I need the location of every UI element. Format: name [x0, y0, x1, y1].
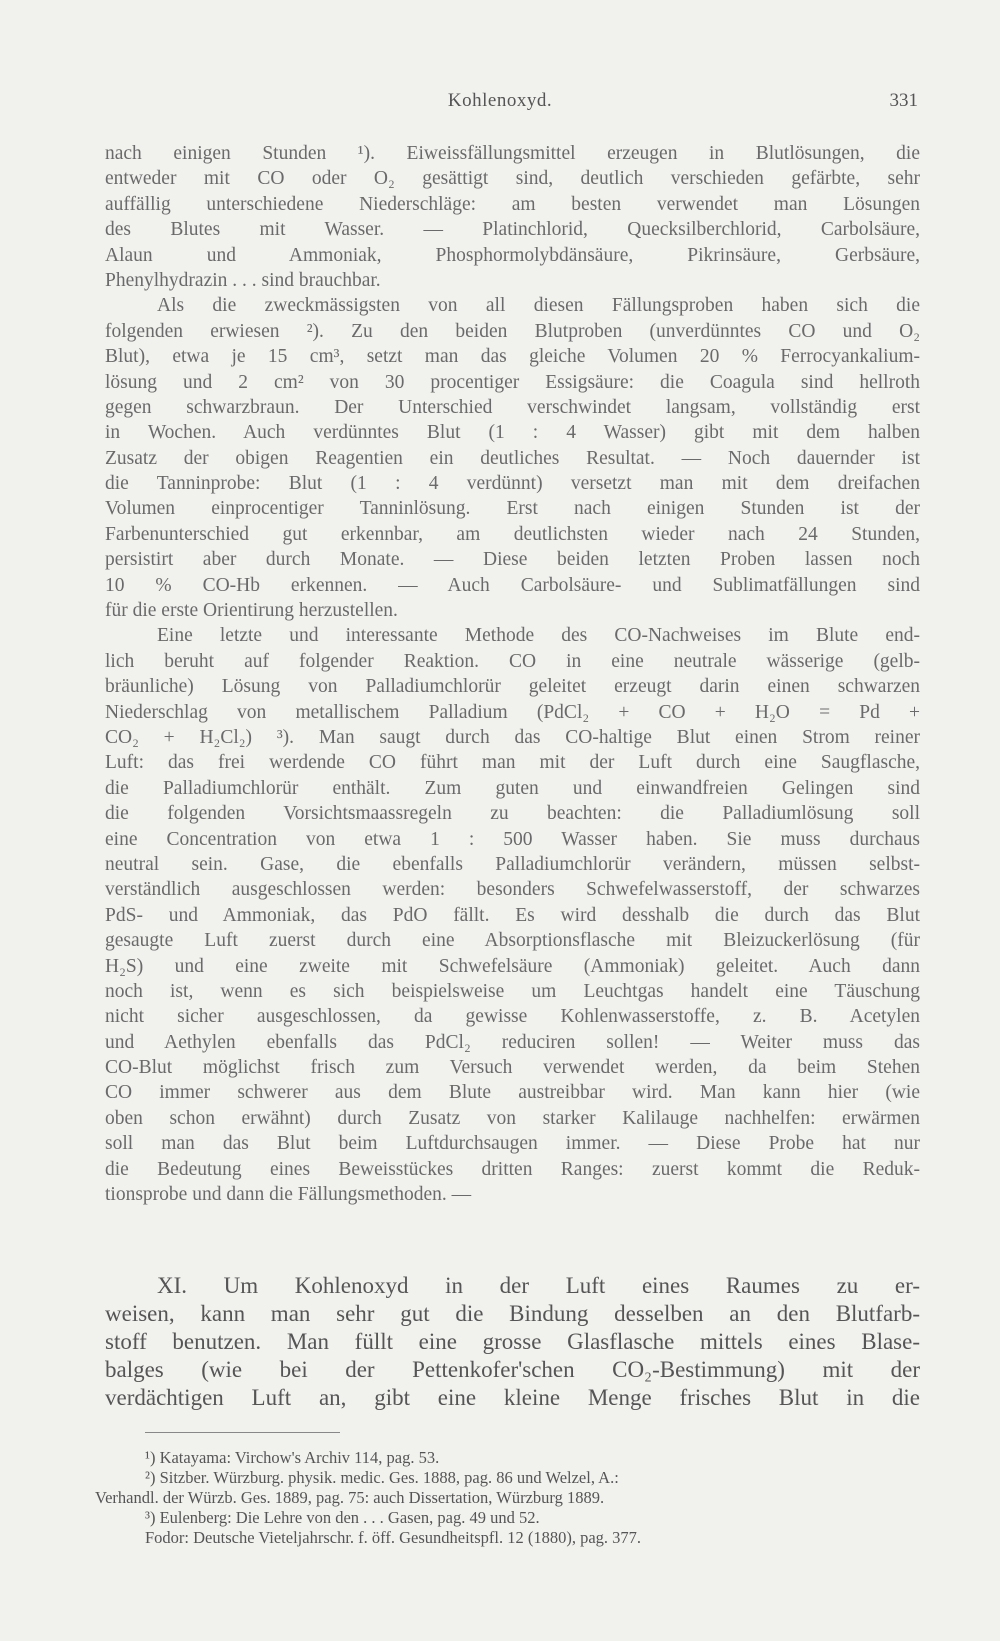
body-line: gegen schwarzbraun. Der Unterschied verschwindet langsam, vollständig erst: [105, 396, 920, 418]
body-line: die folgenden Vorsichtsmaassregeln zu beachten: die Palladiumlösung soll: [105, 803, 920, 825]
footnote: Verhandl. der Würzb. Ges. 1889, pag. 75: auch Dissertation, Würzburg 1889.: [95, 1488, 605, 1507]
body-line: Farbenunterschied gut erkennbar, am deutlichsten wieder nach 24 Stunden,: [105, 523, 920, 545]
body-line: bräunliche) Lösung von Palladiumchlorür geleitet erzeugt darin einen schwarzen: [105, 676, 920, 698]
footnote-divider: [145, 1432, 340, 1433]
section-xi: [105, 1272, 920, 1412]
section-line: stoff benutzen. Man füllt eine grosse Glasflasche mittels eines Blase-: [105, 1329, 920, 1354]
body-line: die Palladiumchlorür enthält. Zum guten und einwandfreien Gelingen sind: [105, 777, 920, 799]
body-line: CO-Blut möglichst frisch zum Versuch verwendet werden, da beim Stehen: [105, 1057, 920, 1079]
body-line: lich beruht auf folgender Reaktion. CO in eine neutrale wässerige (gelb-: [105, 650, 920, 672]
body-line: die Bedeutung eines Beweisstückes dritten Ranges: zuerst kommt die Reduk-: [105, 1158, 920, 1180]
body-line: 10 % CO-Hb erkennen. — Auch Carbolsäure- und Sublimatfällungen sind: [105, 574, 920, 596]
body-line: entweder mit CO oder O₂ gesättigt sind, deutlich verschieden gefärbte, sehr: [105, 168, 920, 190]
body-line: tionsprobe und dann die Fällungsmethoden. —: [105, 1184, 472, 1206]
body-line: die Tanninprobe: Blut (1 : 4 verdünnt) versetzt man mit dem dreifachen: [105, 473, 920, 495]
footnote: ²) Sitzber. Würzburg. physik. medic. Ges. 1888, pag. 86 und Welzel, A.:: [145, 1468, 619, 1487]
body-line: eine Concentration von etwa 1 : 500 Wasser haben. Sie muss durchaus: [105, 828, 920, 850]
body-line: auffällig unterschiedene Niederschläge: am besten verwendet man Lösungen: [105, 193, 920, 215]
body-line: CO immer schwerer aus dem Blute austreibbar wird. Man kann hier (wie: [105, 1082, 920, 1104]
body-line: nach einigen Stunden ¹). Eiweissfällungsmittel erzeugen in Blutlösungen, die: [105, 143, 920, 164]
body-line: in Wochen. Auch verdünntes Blut (1 : 4 Wasser) gibt mit dem halben: [105, 422, 920, 444]
body-line: Volumen einprocentiger Tanninlösung. Erst nach einigen Stunden ist der: [105, 498, 920, 520]
body-line: verständlich ausgeschlossen werden: besonders Schwefelwasserstoff, der schwarzes: [105, 879, 920, 901]
body-line: Niederschlag von metallischem Palladium (PdCl₂ + CO + H₂O = Pd +: [105, 701, 920, 723]
section-line: weisen, kann man sehr gut die Bindung desselben an den Blutfarb-: [105, 1301, 920, 1326]
body-text: [105, 141, 920, 1207]
body-line: Eine letzte und interessante Methode des CO-Nachweises im Blute end-: [157, 625, 920, 647]
body-line: und Aethylen ebenfalls das PdCl₂ reduciren sollen! — Weiter muss das: [105, 1031, 920, 1053]
body-line: Zusatz der obigen Reagentien ein deutliches Resultat. — Noch dauernder ist: [105, 447, 920, 469]
body-line: für die erste Orientirung herzustellen.: [105, 600, 398, 622]
body-line: Blut), etwa je 15 cm³, setzt man das gleiche Volumen 20 % Ferrocyankalium-: [105, 346, 920, 368]
body-line: folgenden erwiesen ²). Zu den beiden Blutproben (unverdünntes CO und O₂: [105, 320, 920, 342]
footnote: ¹) Katayama: Virchow's Archiv 114, pag. 53.: [145, 1448, 440, 1467]
body-line: oben schon erwähnt) durch Zusatz von starker Kalilauge nachhelfen: erwärmen: [105, 1107, 920, 1129]
section-line: XI. Um Kohlenoxyd in der Luft eines Raumes zu er-: [157, 1273, 920, 1298]
body-line: Alaun und Ammoniak, Phosphormolybdänsäure, Pikrinsäure, Gerbsäure,: [105, 244, 920, 266]
body-line: PdS- und Ammoniak, das PdO fällt. Es wird desshalb die durch das Blut: [105, 904, 920, 926]
body-line: Phenylhydrazin . . . sind brauchbar.: [105, 269, 381, 291]
body-line: CO₂ + H₂Cl₂) ³). Man saugt durch das CO-haltige Blut einen Strom reiner: [105, 726, 920, 748]
body-line: des Blutes mit Wasser. — Platinchlorid, Quecksilberchlorid, Carbolsäure,: [105, 219, 920, 241]
body-line: neutral sein. Gase, die ebenfalls Palladiumchlorür verändern, müssen selbst-: [105, 853, 920, 875]
footnotes: [95, 1448, 925, 1548]
section-line: balges (wie bei der Pettenkofer'schen CO₂-Bestimmung) mit der: [105, 1357, 920, 1382]
running-head: Kohlenoxyd.: [447, 90, 553, 111]
body-line: soll man das Blut beim Luftdurchsaugen immer. — Diese Probe hat nur: [105, 1133, 920, 1155]
body-line: Als die zweckmässigsten von all diesen Fällungsproben haben sich die: [157, 295, 920, 317]
body-line: gesaugte Luft zuerst durch eine Absorptionsflasche mit Bleizuckerlösung (für: [105, 930, 920, 952]
body-line: H₂S) und eine zweite mit Schwefelsäure (Ammoniak) geleitet. Auch dann: [105, 955, 920, 977]
page-number: 331: [889, 90, 918, 111]
section-line: verdächtigen Luft an, gibt eine kleine Menge frisches Blut in die: [105, 1385, 920, 1410]
body-line: Luft: das frei werdende CO führt man mit der Luft durch eine Saugflasche,: [105, 752, 920, 774]
body-line: lösung und 2 cm² von 30 procentiger Essigsäure: die Coagula sind hellroth: [105, 371, 920, 393]
body-line: persistirt aber durch Monate. — Diese beiden letzten Proben lassen noch: [105, 549, 920, 571]
body-line: noch ist, wenn es sich beispielsweise um Leuchtgas handelt eine Täuschung: [105, 980, 920, 1002]
footnote: Fodor: Deutsche Vieteljahrschr. f. öff. Gesundheitspfl. 12 (1880), pag. 377.: [145, 1528, 642, 1547]
footnote: ³) Eulenberg: Die Lehre von den . . . Gasen, pag. 49 und 52.: [145, 1508, 540, 1527]
body-line: nicht sicher ausgeschlossen, da gewisse Kohlenwasserstoffe, z. B. Acetylen: [105, 1006, 920, 1028]
